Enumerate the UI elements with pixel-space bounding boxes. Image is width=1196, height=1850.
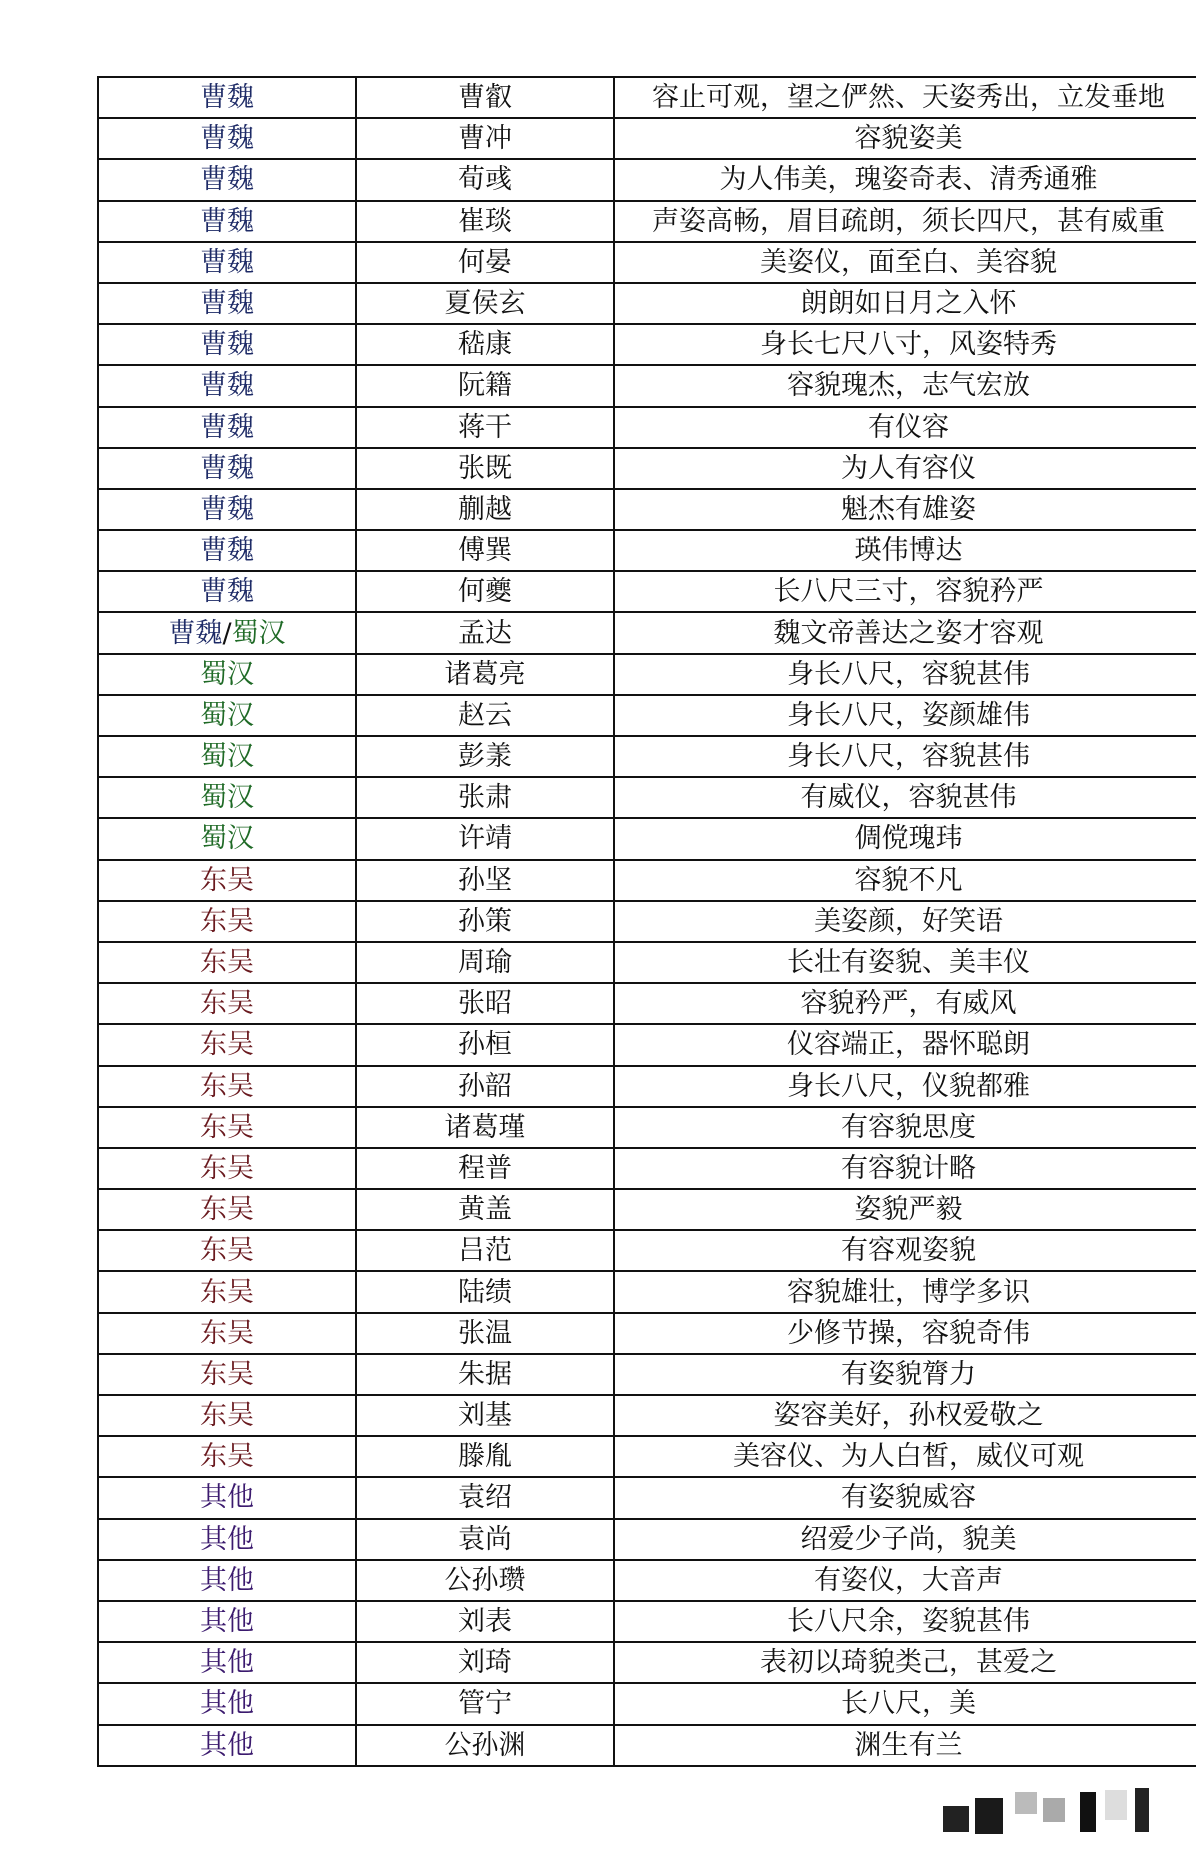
kingdom-cell: 东吴 xyxy=(98,1271,356,1312)
table-row xyxy=(98,489,1196,530)
kingdom-cell: 曹魏 xyxy=(98,283,356,324)
kingdom-cell: 其他 xyxy=(98,1560,356,1601)
kingdom-cell xyxy=(98,612,356,653)
table-row xyxy=(98,159,1196,200)
kingdom-cell: 曹魏 xyxy=(98,118,356,159)
name-cell: 管宁 xyxy=(356,1683,614,1724)
description-cell: 长壮有姿貌、美丰仪 xyxy=(614,942,1196,983)
description-cell: 有姿貌威容 xyxy=(614,1477,1196,1518)
name-cell: 刘表 xyxy=(356,1601,614,1642)
name-cell: 公孙渊 xyxy=(356,1725,614,1766)
description-cell: 有容貌思度 xyxy=(614,1107,1196,1148)
table-row xyxy=(98,942,1196,983)
name-cell: 袁绍 xyxy=(356,1477,614,1518)
description-cell: 为人有容仪 xyxy=(614,448,1196,489)
table-row xyxy=(98,201,1196,242)
kingdom-cell: 东吴 xyxy=(98,860,356,901)
description-cell: 有姿貌膂力 xyxy=(614,1354,1196,1395)
description-cell: 有容貌计略 xyxy=(614,1148,1196,1189)
name-cell: 诸葛瑾 xyxy=(356,1107,614,1148)
table-row xyxy=(98,1683,1196,1724)
table-row xyxy=(98,283,1196,324)
name-cell: 公孙瓒 xyxy=(356,1560,614,1601)
name-cell: 孙韶 xyxy=(356,1066,614,1107)
name-cell: 诸葛亮 xyxy=(356,654,614,695)
description-cell: 绍爱少子尚，貌美 xyxy=(614,1519,1196,1560)
kingdom-part: / xyxy=(222,617,232,649)
table-row xyxy=(98,695,1196,736)
kingdom-cell: 蜀汉 xyxy=(98,695,356,736)
kingdom-cell: 其他 xyxy=(98,1683,356,1724)
table-row xyxy=(98,1066,1196,1107)
name-cell: 张肃 xyxy=(356,777,614,818)
name-cell: 荀彧 xyxy=(356,159,614,200)
table-row xyxy=(98,1725,1196,1766)
table-row xyxy=(98,612,1196,653)
table-row xyxy=(98,777,1196,818)
name-cell: 夏侯玄 xyxy=(356,283,614,324)
kingdom-cell: 曹魏 xyxy=(98,489,356,530)
name-cell: 傅巽 xyxy=(356,530,614,571)
name-cell: 刘琦 xyxy=(356,1642,614,1683)
name-cell: 陆绩 xyxy=(356,1271,614,1312)
table-row xyxy=(98,901,1196,942)
kingdom-cell: 其他 xyxy=(98,1725,356,1766)
kingdom-cell: 东吴 xyxy=(98,1436,356,1477)
name-cell: 张温 xyxy=(356,1313,614,1354)
kingdom-cell: 东吴 xyxy=(98,983,356,1024)
table-row xyxy=(98,530,1196,571)
table-row xyxy=(98,1313,1196,1354)
name-cell: 孙坚 xyxy=(356,860,614,901)
kingdom-cell: 东吴 xyxy=(98,1230,356,1271)
kingdom-cell: 曹魏 xyxy=(98,365,356,406)
description-cell: 容貌矜严，有威风 xyxy=(614,983,1196,1024)
table-row xyxy=(98,1189,1196,1230)
kingdom-cell: 其他 xyxy=(98,1601,356,1642)
description-cell: 美姿颜，好笑语 xyxy=(614,901,1196,942)
description-cell: 朗朗如日月之入怀 xyxy=(614,283,1196,324)
kingdom-cell: 蜀汉 xyxy=(98,654,356,695)
table-row xyxy=(98,324,1196,365)
kingdom-cell: 东吴 xyxy=(98,1354,356,1395)
kingdom-cell: 其他 xyxy=(98,1477,356,1518)
name-cell: 曹冲 xyxy=(356,118,614,159)
name-cell: 张昭 xyxy=(356,983,614,1024)
name-cell: 蒋干 xyxy=(356,407,614,448)
description-cell: 容止可观，望之俨然、天姿秀出，立发垂地 xyxy=(614,77,1196,118)
description-cell: 魏文帝善达之姿才容观 xyxy=(614,612,1196,653)
kingdom-cell: 其他 xyxy=(98,1642,356,1683)
name-cell: 崔琰 xyxy=(356,201,614,242)
table-row xyxy=(98,448,1196,489)
kingdom-cell: 蜀汉 xyxy=(98,736,356,777)
name-cell: 彭羕 xyxy=(356,736,614,777)
table-row xyxy=(98,1271,1196,1312)
description-cell: 倜傥瑰玮 xyxy=(614,818,1196,859)
description-cell: 长八尺三寸，容貌矜严 xyxy=(614,571,1196,612)
description-cell: 长八尺，美 xyxy=(614,1683,1196,1724)
kingdom-cell: 东吴 xyxy=(98,1189,356,1230)
table-row xyxy=(98,118,1196,159)
table-row xyxy=(98,1148,1196,1189)
table-row xyxy=(98,77,1196,118)
kingdom-cell: 曹魏 xyxy=(98,530,356,571)
name-cell: 袁尚 xyxy=(356,1519,614,1560)
table-body xyxy=(98,77,1196,1766)
table-row xyxy=(98,1436,1196,1477)
description-cell: 容貌姿美 xyxy=(614,118,1196,159)
table-row xyxy=(98,1519,1196,1560)
description-cell: 身长八尺，仪貌都雅 xyxy=(614,1066,1196,1107)
description-cell: 渊生有兰 xyxy=(614,1725,1196,1766)
description-cell: 有威仪，容貌甚伟 xyxy=(614,777,1196,818)
kingdom-cell: 东吴 xyxy=(98,1066,356,1107)
description-cell: 有仪容 xyxy=(614,407,1196,448)
figures-table-container xyxy=(97,76,1196,1767)
description-cell: 容貌不凡 xyxy=(614,860,1196,901)
description-cell: 身长八尺，容貌甚伟 xyxy=(614,654,1196,695)
description-cell: 有容观姿貌 xyxy=(614,1230,1196,1271)
name-cell: 黄盖 xyxy=(356,1189,614,1230)
kingdom-cell: 蜀汉 xyxy=(98,777,356,818)
description-cell: 表初以琦貌类己，甚爱之 xyxy=(614,1642,1196,1683)
name-cell: 吕范 xyxy=(356,1230,614,1271)
table-row xyxy=(98,571,1196,612)
description-cell: 姿貌严毅 xyxy=(614,1189,1196,1230)
name-cell: 周瑜 xyxy=(356,942,614,983)
description-cell: 美容仪、为人白皙，威仪可观 xyxy=(614,1436,1196,1477)
table-row xyxy=(98,1601,1196,1642)
table-row xyxy=(98,365,1196,406)
table-row xyxy=(98,860,1196,901)
name-cell: 何晏 xyxy=(356,242,614,283)
table-row xyxy=(98,242,1196,283)
table-row xyxy=(98,1107,1196,1148)
kingdom-cell: 东吴 xyxy=(98,1395,356,1436)
name-cell: 孙策 xyxy=(356,901,614,942)
name-cell: 何夔 xyxy=(356,571,614,612)
table-row xyxy=(98,983,1196,1024)
description-cell: 瑛伟博达 xyxy=(614,530,1196,571)
description-cell: 身长八尺，容貌甚伟 xyxy=(614,736,1196,777)
name-cell: 蒯越 xyxy=(356,489,614,530)
table-row xyxy=(98,1024,1196,1065)
kingdom-cell: 东吴 xyxy=(98,1024,356,1065)
name-cell: 阮籍 xyxy=(356,365,614,406)
kingdom-cell: 曹魏 xyxy=(98,77,356,118)
table-row xyxy=(98,818,1196,859)
kingdom-cell: 曹魏 xyxy=(98,407,356,448)
table-row xyxy=(98,407,1196,448)
kingdom-cell: 东吴 xyxy=(98,1148,356,1189)
figures-appearance-table xyxy=(97,76,1196,1767)
description-cell: 美姿仪，面至白、美容貌 xyxy=(614,242,1196,283)
watermark-blur xyxy=(935,1768,1185,1838)
kingdom-cell: 曹魏 xyxy=(98,201,356,242)
description-cell: 容貌雄壮，博学多识 xyxy=(614,1271,1196,1312)
description-cell: 有姿仪，大音声 xyxy=(614,1560,1196,1601)
name-cell: 刘基 xyxy=(356,1395,614,1436)
description-cell: 为人伟美，瑰姿奇表、清秀通雅 xyxy=(614,159,1196,200)
table-row xyxy=(98,1642,1196,1683)
kingdom-cell: 东吴 xyxy=(98,1107,356,1148)
kingdom-cell: 曹魏 xyxy=(98,324,356,365)
name-cell: 张既 xyxy=(356,448,614,489)
description-cell: 少修节操，容貌奇伟 xyxy=(614,1313,1196,1354)
description-cell: 声姿高畅，眉目疏朗，须长四尺，甚有威重 xyxy=(614,201,1196,242)
table-row xyxy=(98,1230,1196,1271)
description-cell: 仪容端正，器怀聪朗 xyxy=(614,1024,1196,1065)
kingdom-cell: 曹魏 xyxy=(98,159,356,200)
name-cell: 曹叡 xyxy=(356,77,614,118)
kingdom-cell: 曹魏 xyxy=(98,242,356,283)
name-cell: 嵇康 xyxy=(356,324,614,365)
table-row xyxy=(98,1395,1196,1436)
description-cell: 魁杰有雄姿 xyxy=(614,489,1196,530)
table-row xyxy=(98,736,1196,777)
table-row xyxy=(98,1477,1196,1518)
name-cell: 孟达 xyxy=(356,612,614,653)
description-cell: 姿容美好，孙权爱敬之 xyxy=(614,1395,1196,1436)
table-row xyxy=(98,1354,1196,1395)
kingdom-cell: 东吴 xyxy=(98,1313,356,1354)
kingdom-cell: 东吴 xyxy=(98,901,356,942)
kingdom-part: 蜀汉 xyxy=(231,617,286,649)
name-cell: 朱据 xyxy=(356,1354,614,1395)
name-cell: 许靖 xyxy=(356,818,614,859)
kingdom-part: 曹魏 xyxy=(168,617,223,649)
kingdom-cell: 东吴 xyxy=(98,942,356,983)
kingdom-cell: 蜀汉 xyxy=(98,818,356,859)
name-cell: 孙桓 xyxy=(356,1024,614,1065)
description-cell: 容貌瑰杰，志气宏放 xyxy=(614,365,1196,406)
table-row xyxy=(98,654,1196,695)
kingdom-cell: 其他 xyxy=(98,1519,356,1560)
kingdom-cell: 曹魏 xyxy=(98,448,356,489)
description-cell: 长八尺余，姿貌甚伟 xyxy=(614,1601,1196,1642)
description-cell: 身长八尺，姿颜雄伟 xyxy=(614,695,1196,736)
name-cell: 滕胤 xyxy=(356,1436,614,1477)
description-cell: 身长七尺八寸，风姿特秀 xyxy=(614,324,1196,365)
name-cell: 程普 xyxy=(356,1148,614,1189)
name-cell: 赵云 xyxy=(356,695,614,736)
table-row xyxy=(98,1560,1196,1601)
kingdom-cell: 曹魏 xyxy=(98,571,356,612)
